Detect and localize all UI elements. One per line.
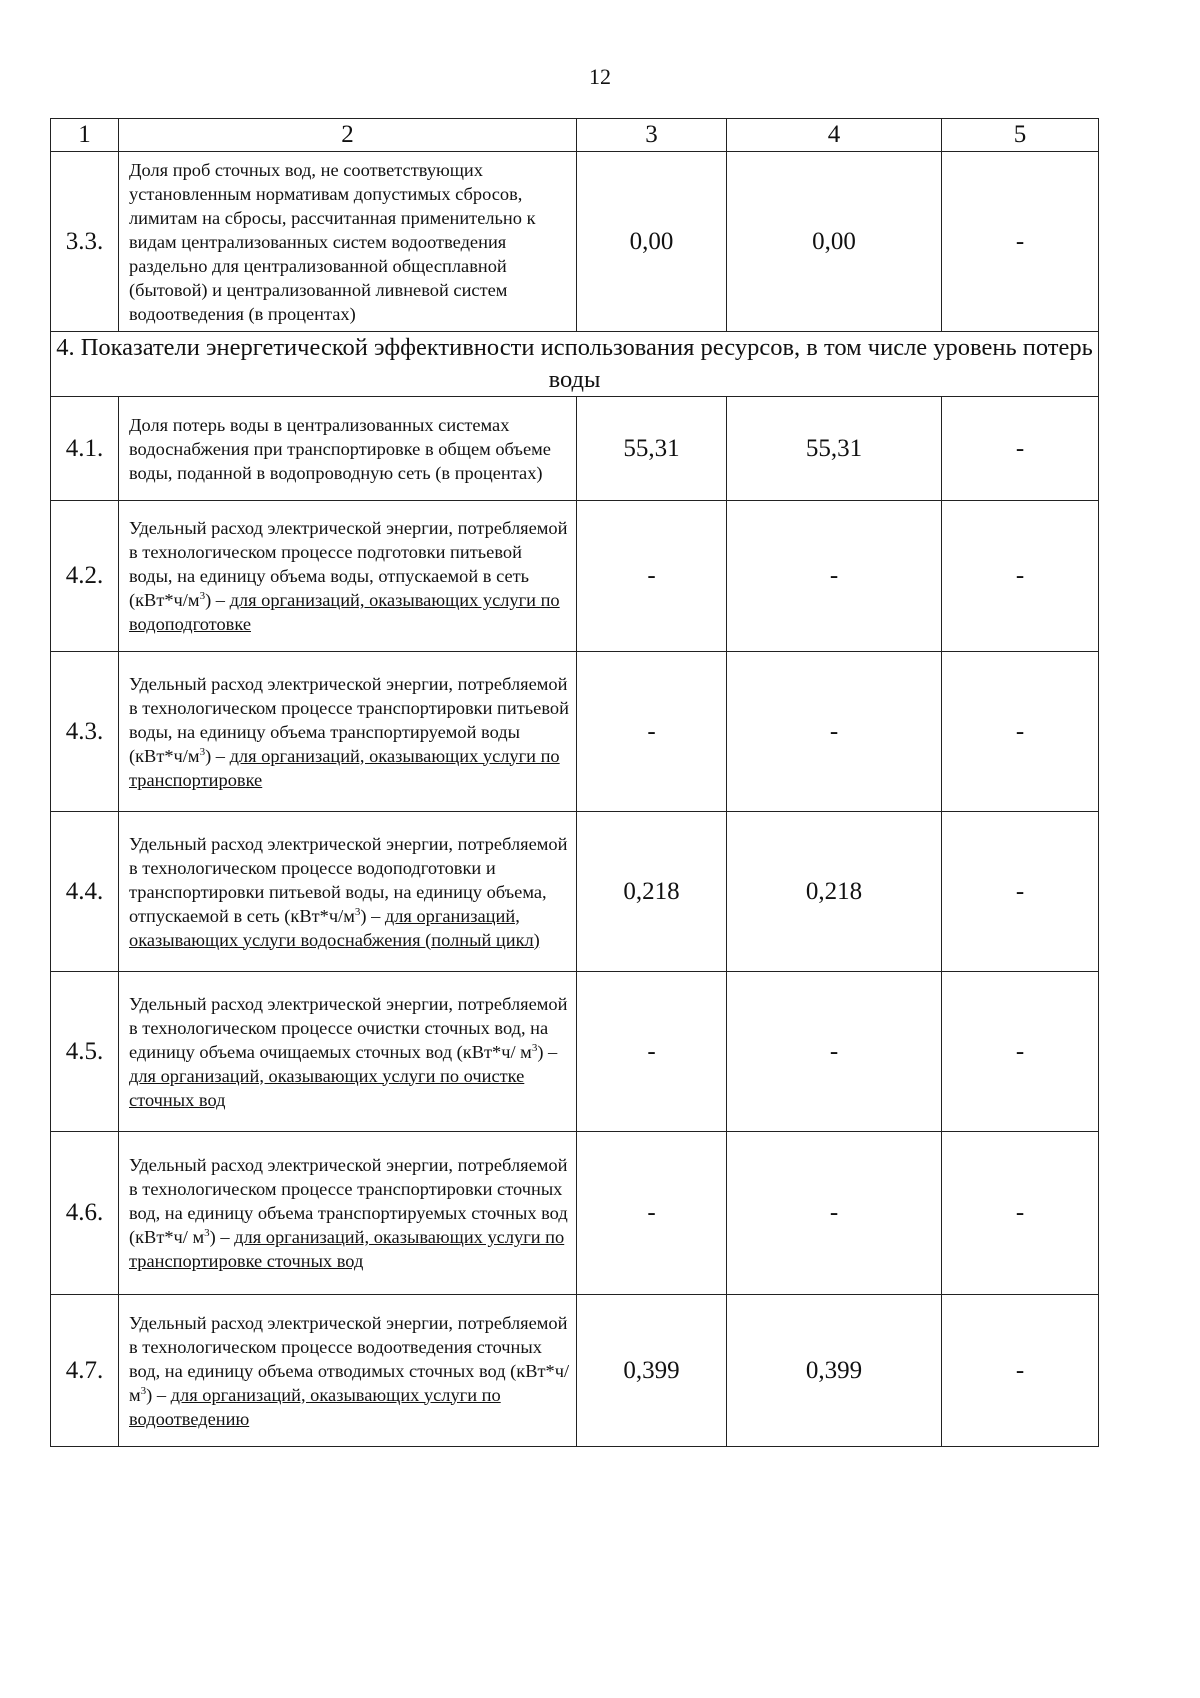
section-4-row <box>51 332 1099 397</box>
row-text-dash: ) – <box>537 1041 558 1062</box>
row-value-col-5: - <box>942 972 1099 1132</box>
row-value-col-4: 0,218 <box>727 812 942 972</box>
row-description <box>119 1132 577 1295</box>
row-text-underlined: для организаций, оказывающих услуги по водоотведению <box>129 1384 501 1429</box>
unit-superscript: 3 <box>531 1041 538 1054</box>
row-number: 4.4. <box>51 812 119 972</box>
row-value-col-5: - <box>942 397 1099 501</box>
row-number: 4.5. <box>51 972 119 1132</box>
row-value-col-3: 0,399 <box>577 1295 727 1447</box>
row-text-dash: ) – <box>360 905 385 926</box>
row-text-dash: ) – <box>209 1227 235 1247</box>
row-value-col-4: 0,00 <box>727 152 942 332</box>
row-text-dash: ) – <box>205 590 230 610</box>
header-col-1: 1 <box>51 119 119 152</box>
row-value-col-3: - <box>577 652 727 812</box>
table-row-3-3 <box>51 152 1099 332</box>
row-value-col-5: - <box>942 1132 1099 1295</box>
row-value-col-4: - <box>727 972 942 1132</box>
row-text-underlined: для организаций, оказывающих услуги по транспортировке сточных вод <box>129 1227 565 1271</box>
table-row-4-2 <box>51 501 1099 652</box>
row-value-col-5: - <box>942 1295 1099 1447</box>
row-number: 4.1. <box>51 397 119 501</box>
table-row-4-4 <box>51 812 1099 972</box>
row-value-col-3: 0,218 <box>577 812 727 972</box>
row-description: Доля потерь воды в централизованных системах водоснабжения при транспортировке в общем объеме воды, поданной в водопроводную сеть (в процентах) <box>119 397 577 501</box>
table-header-row <box>51 119 1099 152</box>
row-number: 4.6. <box>51 1132 119 1295</box>
unit-superscript: 3 <box>140 1384 147 1397</box>
row-value-col-5: - <box>942 152 1099 332</box>
row-text-underlined: для организаций, оказывающих услуги по водоподготовке <box>129 590 560 634</box>
row-text-underlined: для организаций, оказывающих услуги по очистке сточных вод <box>129 1065 525 1110</box>
row-description <box>119 972 577 1132</box>
table-row-4-1 <box>51 397 1099 501</box>
row-value-col-3: - <box>577 972 727 1132</box>
row-value-col-3: - <box>577 501 727 652</box>
row-text-dash: ) – <box>205 745 230 766</box>
row-value-col-3: 0,00 <box>577 152 727 332</box>
section-4-title: 4. Показатели энергетической эффективности использования ресурсов, в том числе уровень потерь воды <box>51 332 1099 397</box>
row-text: Удельный расход электрической энергии, потребляемой в технологическом процессе транспортировки сточных вод, на единицу объема транспортируемых сточных вод (кВт*ч/ м <box>129 1155 568 1247</box>
unit-superscript: 3 <box>204 1226 210 1239</box>
indicators-table <box>50 118 1099 1447</box>
row-description <box>119 652 577 812</box>
row-description <box>119 501 577 652</box>
row-description <box>119 812 577 972</box>
row-number: 4.2. <box>51 501 119 652</box>
row-value-col-4: 0,399 <box>727 1295 942 1447</box>
row-value-col-4: 55,31 <box>727 397 942 501</box>
table-row-4-6 <box>51 1132 1099 1295</box>
row-value-col-4: - <box>727 501 942 652</box>
unit-superscript: 3 <box>199 745 206 758</box>
header-col-3: 3 <box>577 119 727 152</box>
row-text: Удельный расход электрической энергии, потребляемой в технологическом процессе транспортировки питьевой воды, на единицу объема транспортируемой воды (кВт*ч/м <box>129 673 569 766</box>
row-text: Удельный расход электрической энергии, потребляемой в технологическом процессе очистки сточных вод, на единицу объема очищаемых сточных вод (кВт*ч/ м <box>129 993 568 1062</box>
table-row-4-7 <box>51 1295 1099 1447</box>
header-col-4: 4 <box>727 119 942 152</box>
header-col-2: 2 <box>119 119 577 152</box>
row-text: Удельный расход электрической энергии, потребляемой в технологическом процессе подготовки питьевой воды, на единицу объема воды, отпускаемой в сеть (кВт*ч/м <box>129 518 568 610</box>
row-description: Доля проб сточных вод, не соответствующих установленным нормативам допустимых сбросов, лимитам на сбросы, рассчитанная применительно к видам централизованных систем водоотведения раздельно для централизованной общесплавной (бытовой) и централизованной ливневой систем водоотведения (в процентах) <box>119 152 577 332</box>
row-text-dash: ) – <box>146 1384 171 1405</box>
header-col-5: 5 <box>942 119 1099 152</box>
row-text: Удельный расход электрической энергии, потребляемой в технологическом процессе водоподготовки и транспортировки питьевой воды, на единицу объема, отпускаемой в сеть (кВт*ч/м <box>129 833 568 926</box>
row-number: 4.3. <box>51 652 119 812</box>
table-row-4-5 <box>51 972 1099 1132</box>
unit-superscript: 3 <box>354 905 361 918</box>
row-text-underlined: для организаций, оказывающих услуги водоснабжения (полный цикл) <box>129 905 540 950</box>
row-number: 3.3. <box>51 152 119 332</box>
row-value-col-5: - <box>942 501 1099 652</box>
row-value-col-3: - <box>577 1132 727 1295</box>
unit-superscript: 3 <box>199 589 206 602</box>
row-text: Удельный расход электрической энергии, потребляемой в технологическом процессе водоотведения сточных вод, на единицу объема отводимых сточных вод (кВт*ч/ м <box>129 1312 570 1405</box>
page-number: 12 <box>589 64 611 89</box>
row-value-col-4: - <box>727 1132 942 1295</box>
table-row-4-3 <box>51 652 1099 812</box>
row-value-col-3: 55,31 <box>577 397 727 501</box>
row-value-col-5: - <box>942 812 1099 972</box>
row-value-col-5: - <box>942 652 1099 812</box>
row-description <box>119 1295 577 1447</box>
row-number: 4.7. <box>51 1295 119 1447</box>
row-text-underlined: для организаций, оказывающих услуги по транспортировке <box>129 745 560 790</box>
row-value-col-4: - <box>727 652 942 812</box>
